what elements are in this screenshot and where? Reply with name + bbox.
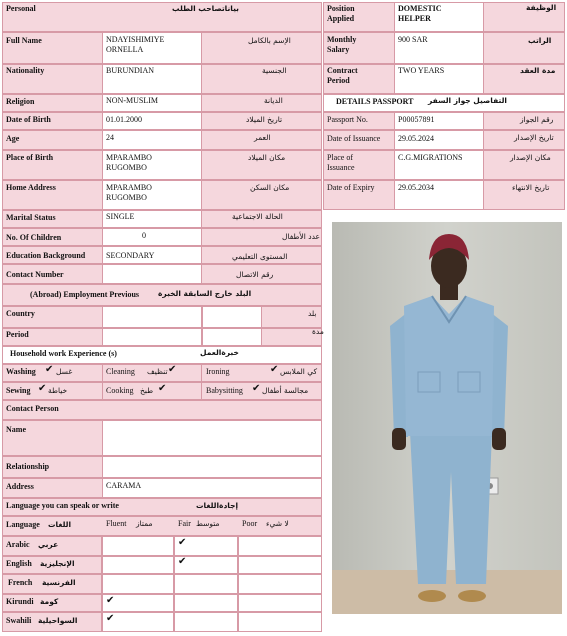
salary-label-ar: الراتب <box>528 36 552 45</box>
education-label-ar: المستوى التعليمي <box>232 252 288 261</box>
position-label-ar: الوظيفة <box>526 3 557 12</box>
french-label: French <box>8 578 33 587</box>
language-label: Language you can speak or write <box>6 501 119 510</box>
household-label: Household work Experience (s) <box>10 349 117 358</box>
expiry-value: 29.05.2034 <box>398 183 434 192</box>
poor-label: Poor <box>242 519 258 528</box>
children-value-cell <box>102 228 202 246</box>
period-cell-1 <box>102 328 202 346</box>
full-name-value: NDAYISHIMIYE ORNELLA <box>106 35 165 54</box>
household-label-ar: خبرةالعمل <box>200 348 239 357</box>
dob-label: Date of Birth <box>6 115 51 124</box>
dob-label-ar: تاريخ الميلاد <box>246 115 283 124</box>
english-fair-check-icon: ✔ <box>178 556 187 567</box>
pob-label-ar: مكان الميلاد <box>248 153 286 162</box>
contact-person-label: Contact Person <box>6 404 59 413</box>
position-label: Position Applied <box>327 4 355 23</box>
sewing-check-icon: ✔ <box>38 383 47 394</box>
issuance-value: 29.05.2024 <box>398 134 434 143</box>
country-label: Country <box>6 309 35 318</box>
lang-french-fair <box>174 574 238 594</box>
age-value: 24 <box>106 133 114 142</box>
name-value-cell <box>102 420 322 456</box>
ironing-check-icon: ✔ <box>270 364 279 375</box>
issuance-label: Date of Issuance <box>327 134 381 143</box>
relationship-value-cell <box>102 456 322 478</box>
age-label: Age <box>6 134 20 143</box>
babysitting-check-icon: ✔ <box>252 383 261 394</box>
kirundi-label: Kirundi <box>6 597 34 606</box>
personal-label: Personal <box>6 4 36 13</box>
full-name-label: Full Name <box>6 36 42 45</box>
lang-arabic-poor <box>238 536 322 556</box>
arabic-label-ar: عربي <box>38 540 59 549</box>
washing-check-icon: ✔ <box>45 364 54 375</box>
contract-value: TWO YEARS <box>398 66 445 75</box>
cleaning-label: Cleaning <box>106 367 135 376</box>
issuance-label-ar: تاريخ الإصدار <box>514 133 554 142</box>
position-value: DOMESTIC HELPER <box>398 4 442 23</box>
expiry-label: Date of Expiry <box>327 183 375 192</box>
ironing-label: Ironing <box>206 367 230 376</box>
lang-arabic-fluent <box>102 536 174 556</box>
english-label: English <box>6 559 32 568</box>
children-label: No. Of Children <box>6 233 62 242</box>
applicant-photo <box>332 222 562 614</box>
lang-head-label-ar: اللغات <box>48 520 72 529</box>
nationality-label-ar: الجنسية <box>262 66 287 75</box>
fluent-label: Fluent <box>106 519 127 528</box>
home-value: MPARAMBO RUGOMBO <box>106 183 152 202</box>
education-label: Education Background <box>6 251 86 260</box>
fluent-label-ar: ممتاز <box>136 519 153 528</box>
cooking-label-ar: طبخ <box>140 386 154 395</box>
age-label-ar: العمر <box>254 133 271 142</box>
full-name-label-ar: الإسم بالكامل <box>248 36 291 45</box>
country-cell-2 <box>202 306 262 328</box>
passport-no-value: P00057891 <box>398 115 435 124</box>
passport-no-label-ar: رقم الجواز <box>520 115 554 124</box>
nationality-label: Nationality <box>6 66 45 75</box>
place-issuance-label-ar: مكان الإصدار <box>510 153 551 162</box>
kirundi-fluent-check-icon: ✔ <box>106 595 115 606</box>
arabic-label: Arabic <box>6 540 30 549</box>
lang-french-poor <box>238 574 322 594</box>
dob-value: 01.01.2000 <box>106 115 142 124</box>
period-cell-2 <box>202 328 262 346</box>
babysitting-label-ar: مجالسة أطفال <box>262 386 309 395</box>
ironing-label-ar: كي الملابس <box>280 367 318 376</box>
lang-head-label: Language <box>6 520 40 529</box>
sewing-label: Sewing <box>6 386 31 395</box>
poor-label-ar: لا شيء <box>266 519 289 528</box>
personal-row <box>2 2 322 32</box>
contract-label: Contract Period <box>327 66 358 85</box>
cleaning-label-ar: تنظيف <box>147 367 168 376</box>
fair-label: Fair <box>178 519 191 528</box>
kirundi-label-ar: كومة <box>40 597 59 606</box>
contact-label: Contact Number <box>6 270 64 279</box>
passport-no-label: Passport No. <box>327 115 368 124</box>
arabic-fair-check-icon: ✔ <box>178 537 187 548</box>
fair-label-ar: متوسط <box>196 519 220 528</box>
pob-label: Place of Birth <box>6 153 54 162</box>
lang-swahili-poor <box>238 612 322 632</box>
children-label-ar: عدد الأطفال <box>282 232 320 241</box>
pob-value: MPARAMBO RUGOMBO <box>106 153 152 172</box>
washing-label-ar: غسل <box>56 367 73 376</box>
passport-head-label: DETAILS PASSPORT <box>336 97 414 106</box>
country-cell-1 <box>102 306 202 328</box>
babysitting-label: Babysitting <box>206 386 243 395</box>
swahili-label-ar: السواحيلية <box>38 616 78 625</box>
religion-value: NON-MUSLIM <box>106 96 158 105</box>
age-value-cell <box>102 130 202 150</box>
cleaning-check-icon: ✔ <box>168 364 177 375</box>
expiry-label-ar: تاريخ الانتهاء <box>512 183 550 192</box>
address-value: CARAMA <box>106 481 142 490</box>
period-label-ar: مدة <box>312 327 324 336</box>
address-label: Address <box>6 482 34 491</box>
sewing-label-ar: خياطة <box>48 386 68 395</box>
relationship-label: Relationship <box>6 462 50 471</box>
contact-value-cell <box>102 264 202 284</box>
lang-swahili-fair <box>174 612 238 632</box>
french-label-ar: الفرنسية <box>42 578 76 587</box>
education-value: SECONDARY <box>106 251 155 260</box>
cooking-label: Cooking <box>106 386 134 395</box>
nationality-value: BURUNDIAN <box>106 66 154 75</box>
religion-label: Religion <box>6 97 35 106</box>
period-label: Period <box>6 330 29 339</box>
religion-label-ar: الديانة <box>264 96 283 105</box>
cooking-check-icon: ✔ <box>158 383 167 394</box>
swahili-fluent-check-icon: ✔ <box>106 613 115 624</box>
home-label: Home Address <box>6 183 56 192</box>
lang-english-fluent <box>102 556 174 574</box>
lang-english-poor <box>238 556 322 574</box>
language-label-ar: إجادةاللغات <box>196 501 239 510</box>
lang-kirundi-fair <box>174 594 238 612</box>
lang-french-fluent <box>102 574 174 594</box>
english-label-ar: الإنجليزية <box>40 559 75 568</box>
children-value: 0 <box>142 231 146 240</box>
employment-label-ar: البلد خارج السابقة الخبرة <box>158 289 252 298</box>
name-label: Name <box>6 425 26 434</box>
place-issuance-value: C.G.MIGRATIONS <box>398 153 463 162</box>
marital-label-ar: الحالة الاجتماعية <box>232 212 283 221</box>
country-label-ar: بلد <box>308 309 317 318</box>
lang-kirundi-poor <box>238 594 322 612</box>
marital-value: SINGLE <box>106 212 135 221</box>
contract-label-ar: مدة العقد <box>520 66 556 75</box>
washing-label: Washing <box>6 367 36 376</box>
place-issuance-label: Place of Issuance <box>327 153 355 172</box>
employment-label: (Abroad) Employment Previous <box>30 290 140 299</box>
marital-label: Marital Status <box>6 213 56 222</box>
passport-head-label-ar: التفاصيل جواز السفر <box>428 96 507 105</box>
contact-label-ar: رقم الاتصال <box>236 270 274 279</box>
salary-label: Monthly Salary <box>327 35 357 54</box>
swahili-label: Swahili <box>6 616 32 625</box>
personal-label-ar: بياناتصاحب الطلب <box>172 4 239 13</box>
home-label-ar: مكان السكن <box>250 183 290 192</box>
salary-value: 900 SAR <box>398 35 428 44</box>
